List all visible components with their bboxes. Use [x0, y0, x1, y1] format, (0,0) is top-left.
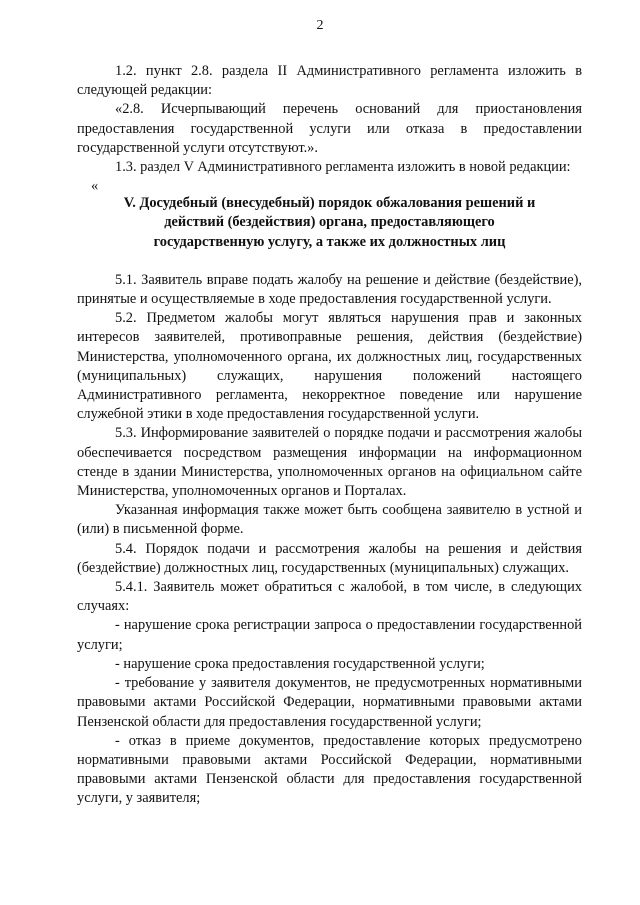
- paragraph-5-2: 5.2. Предметом жалобы могут являться нарушения прав и законных интересов заявителей, противоправные решения, действия (бездействие) Министерства, уполномоченного органа, их должностных лиц, государственных (муниципальных) служащих, нарушения положений настоящего Административного регламента, некорректное поведение или нарушение служебной этики в ходе предоставления государственной услуги.: [77, 310, 582, 423]
- section-heading: [77, 194, 582, 252]
- paragraph-info-note: Указанная информация также может быть сообщена заявителю в устной и (или) в письменной форме.: [77, 502, 582, 538]
- page-number: 2: [316, 18, 324, 33]
- section-heading-line-2: действий (бездействия) органа, предоставляющего: [164, 214, 495, 231]
- list-item-refusal-documents: - отказ в приеме документов, предоставление которых предусмотрено нормативными правовыми актами Российской Федерации, нормативными правовыми актами Пензенской области для предоставления государственной услуги, у заявителя;: [77, 732, 582, 807]
- paragraph-2-8-quote: «2.8. Исчерпывающий перечень оснований для приостановления предоставления государственной услуги или отказа в предоставлении государственной услуги отсутствуют.».: [77, 101, 582, 156]
- section-heading-line-1: V. Досудебный (внесудебный) порядок обжалования решений и: [123, 195, 536, 212]
- paragraph-1-2: 1.2. пункт 2.8. раздела II Административного регламента изложить в следующей редакции:: [77, 63, 582, 99]
- section-heading-line-3: государственную услугу, а также их должностных лиц: [153, 233, 506, 250]
- paragraph-5-3: 5.3. Информирование заявителей о порядке подачи и рассмотрения жалобы обеспечивается посредством размещения информации на информационном стенде в здании Министерства, уполномоченных органов на официальном сайте Министерства, уполномоченных органов и Порталах.: [77, 425, 582, 500]
- document-body: [77, 62, 582, 809]
- open-quote: «: [91, 178, 99, 195]
- paragraph-1-3: 1.3. раздел V Административного регламента изложить в новой редакции:: [115, 159, 571, 176]
- paragraph-5-4: 5.4. Порядок подачи и рассмотрения жалобы на решения и действия (бездействие) должностных лиц, государственных (муниципальных) служащих.: [77, 540, 582, 576]
- list-item-registration-deadline: - нарушение срока регистрации запроса о предоставлении государственной услуги;: [77, 617, 582, 653]
- paragraph-5-1: 5.1. Заявитель вправе подать жалобу на решение и действие (бездействие), принятые и осуществляемые в ходе предоставления государственной услуги.: [77, 271, 582, 308]
- list-item-service-deadline: - нарушение срока предоставления государственной услуги;: [115, 655, 485, 672]
- list-item-extra-documents: - требование у заявителя документов, не предусмотренных нормативными правовыми актами Российской Федерации, нормативными правовыми актами Пензенской области для предоставления государственной услуги;: [77, 675, 582, 730]
- paragraph-5-4-1: 5.4.1. Заявитель может обратиться с жалобой, в том числе, в следующих случаях:: [77, 579, 582, 615]
